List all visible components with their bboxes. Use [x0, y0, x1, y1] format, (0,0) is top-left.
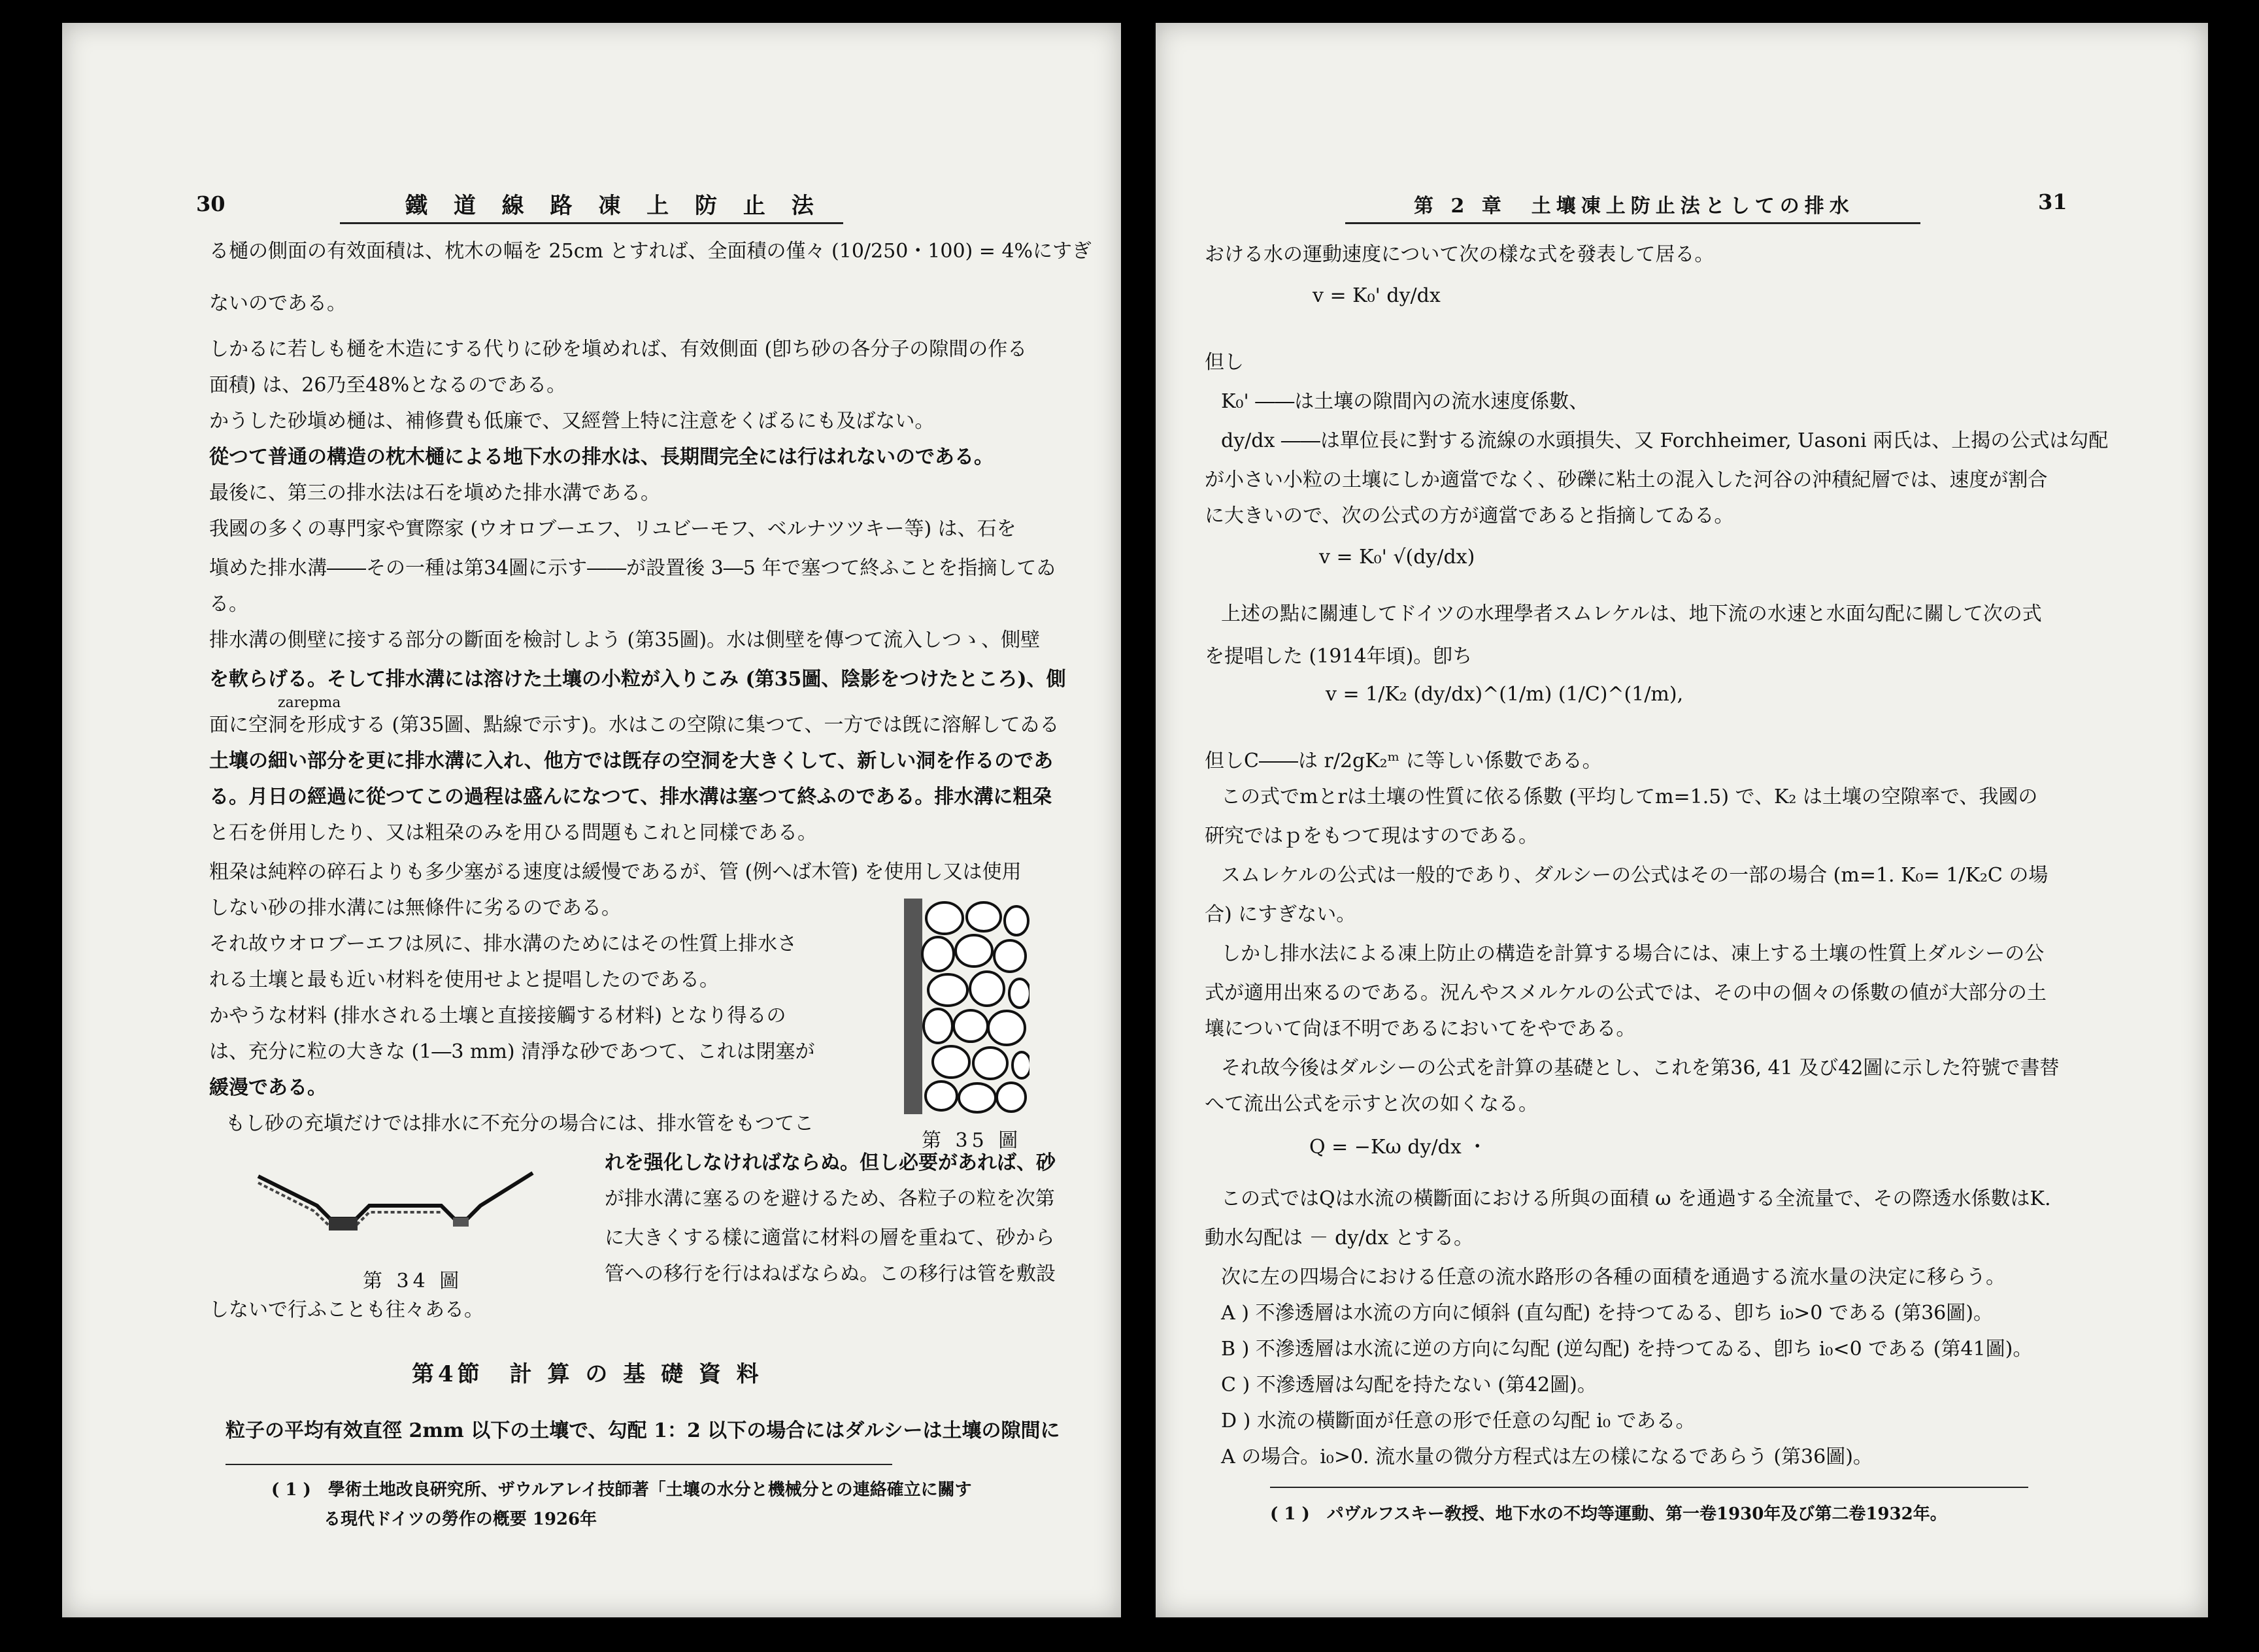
- left-page: [62, 23, 1121, 1617]
- text-line: 土壤の細い部分を更に排水溝に入れ、他方では旣存の空洞を大きくして、新しい洞を作るのであ: [209, 750, 1054, 772]
- text-line: A の場合。i₀>0. 流水量の微分方程式は左の樣になるであらう (第36圖)。: [1221, 1446, 1873, 1468]
- text-line: もし砂の充塡だけでは排水に不充分の場合には、排水管をもつてこ: [226, 1112, 814, 1135]
- text-line: と石を併用したり、又は粗朶のみを用ひる問題もこれと同樣である。: [209, 821, 817, 844]
- text-line: かうした砂塡め樋は、補修費も低廉で、又經營上特に注意をくばるにも及ばない。: [209, 410, 935, 433]
- text-line: 管への移行を行はねばならぬ。この移行は管を敷設: [605, 1263, 1056, 1285]
- text-line: K₀' ――は土壤の隙間內の流水速度係數、: [1221, 390, 1589, 413]
- text-line: 面積) は、26乃至48%となるのである。: [209, 374, 567, 397]
- text-line: を提唱した (1914年頃)。卽ち: [1205, 645, 1473, 668]
- text-line: に大きくする樣に適當に材料の層を重ねて、砂から: [605, 1227, 1055, 1249]
- text-line: B ) 不滲透層は水流に逆の方向に勾配 (逆勾配) を持つてゐる、卽ち i₀<0 である (第41圖)。: [1221, 1338, 2033, 1361]
- text-line: へて流出公式を示すと次の如くなる。: [1205, 1093, 1538, 1115]
- text-line: が排水溝に塞るのを避けるため、各粒子の粒を次第: [605, 1187, 1055, 1210]
- equation-forchheimer: v = K₀' √(dy/dx): [1319, 546, 1475, 569]
- text-line: dy/dx ――は單位長に對する流線の水頭損失、又 Forchheimer, Uasoni 兩氏は、上揭の公式は勾配: [1221, 429, 2109, 452]
- text-line: れる土壤と最も近い材料を使用せよと提唱したのである。: [209, 968, 719, 991]
- footnote: ( 1 ) 學術土地改良硏究所、ザウルアレイ技師著「土壤の水分と機械分との連絡確立に關す: [271, 1480, 972, 1500]
- text-line: 面に空洞を形成する (第35圖、點線で示す)。水はこの空隙に集つて、一方では旣に溶解してゐる: [209, 714, 1060, 736]
- text-line: 從つて普通の構造の枕木樋による地下水の排水は、長期間完全には行はれないのである。: [209, 446, 994, 469]
- text-line: 合) にすぎない。: [1205, 903, 1356, 926]
- figure-34-caption: 第 34 圖: [363, 1270, 463, 1293]
- page-number: 30: [196, 191, 226, 216]
- equation-flow: Q = −Kω dy/dx ・: [1309, 1136, 1488, 1159]
- equation-darcy: v = K₀' dy/dx: [1313, 284, 1441, 307]
- text-line: る。月日の經過に從つてこの過程は盛んになつて、排水溝は塞つて終ふのである。排水溝に粗朶: [209, 785, 1052, 808]
- text-line: しかし排水法による凍上防止の構造を計算する場合には、凍上する土壤の性質上ダルシーの公: [1221, 942, 2045, 965]
- text-line: に大きいので、次の公式の方が適當であると指摘してゐる。: [1205, 504, 1734, 527]
- section-title: 第4節 計 算 の 基 礎 資 料: [412, 1361, 763, 1387]
- text-line: 排水溝の側壁に接する部分の斷面を檢討しよう (第35圖)。水は側壁を傳つて流入しつゝ、側壁: [209, 629, 1041, 652]
- text-line: 但し: [1205, 351, 1244, 374]
- text-line: それ故ウオロブーエフは夙に、排水溝のためにはその性質上排水さ: [209, 933, 797, 955]
- text-line: 壤について尙ほ不明であるにおいてをやである。: [1205, 1017, 1636, 1040]
- text-line: しないで行ふことも往々ある。: [209, 1298, 484, 1321]
- text-line: る樋の側面の有效面積は、枕木の幅を 25cm とすれば、全面積の僅々 (10/250・100) = 4%にすぎ: [209, 240, 1092, 263]
- header-rule: [1345, 222, 1920, 224]
- running-head: 第 2 章 土壤凍上防止法としての排水: [1414, 195, 1854, 218]
- figure-34: [252, 1160, 539, 1232]
- text-line: 粗朶は純粹の碎石よりも多少塞がる速度は緩慢であるが、管 (例へば木管) を使用し又は使用: [209, 861, 1022, 884]
- text-line: 最後に、第三の排水法は石を塡めた排水溝である。: [209, 482, 660, 504]
- text-line: る。: [209, 593, 248, 616]
- figure-35-caption: 第 35 圖: [922, 1129, 1022, 1152]
- running-head: 鐵 道 線 路 凍 上 防 止 法: [405, 193, 823, 219]
- text-line: 緩漫である。: [209, 1076, 327, 1099]
- figure-35: [899, 899, 1029, 1114]
- text-line: それ故今後はダルシーの公式を計算の基礎とし、これを第36, 41 及び42圖に示した符號で書替: [1221, 1057, 2060, 1080]
- text-line: A ) 不滲透層は水流の方向に傾斜 (直勾配) を持つてゐる、卽ち i₀>0 である (第36圖)。: [1221, 1302, 1993, 1325]
- text-line: 我國の多くの專門家や實際家 (ウオロブーエフ、リユビーモフ、ベルナツツキー等) は、石を: [209, 518, 1016, 540]
- text-line: 但しC――は r/2gK₂ᵐ に等しい係數である。: [1205, 750, 1602, 772]
- text-line: この式でmとrは土壤の性質に依る係數 (平均してm=1.5) で、K₂ は土壤の空隙率で、我國の: [1221, 785, 2038, 808]
- right-page: [1156, 23, 2208, 1617]
- footnote-rule: [1270, 1487, 2028, 1488]
- text-line: 硏究ではｐをもつて現はすのである。: [1205, 825, 1538, 848]
- text-line: 粒子の平均有效直徑 2mm 以下の土壤で、勾配 1：2 以下の場合にはダルシーは土壤の隙間に: [226, 1419, 1060, 1442]
- text-line: を軟らげる。そして排水溝には溶けた土壤の小粒が入りこみ (第35圖、陰影をつけたところ)、側: [209, 668, 1066, 691]
- text-line: 動水勾配は － dy/dx とする。: [1205, 1227, 1473, 1249]
- header-rule: [340, 222, 843, 224]
- footnote: ( 1 ) パヴルフスキー敎授、地下水の不均等運動、第一卷1930年及び第二卷1932年。: [1270, 1504, 1947, 1524]
- text-line: 塡めた排水溝――その一種は第34圖に示す――が設置後 3―5 年で塞つて終ふことを指摘してゐ: [209, 557, 1056, 580]
- text-line: C ) 不滲透層は勾配を持たない (第42圖)。: [1221, 1374, 1597, 1396]
- annotation: zarepma: [278, 695, 341, 711]
- text-line: れを强化しなければならぬ。但し必要があれば、砂: [605, 1151, 1056, 1174]
- equation-smreker: v = 1/K₂ (dy/dx)^(1/m) (1/C)^(1/m),: [1326, 683, 1684, 706]
- text-line: 次に左の四場合における任意の流水路形の各種の面積を通過する流水量の決定に移らう。: [1221, 1266, 2005, 1289]
- page-number: 31: [2038, 190, 2067, 214]
- text-line: しない砂の排水溝には無條件に劣るのである。: [209, 897, 621, 919]
- text-line: 上述の點に關連してドイツの水理學者スムレケルは、地下流の水速と水面勾配に關して次の式: [1221, 603, 2042, 625]
- text-line: は、充分に粒の大きな (1―3 mm) 清淨な砂であつて、これは閉塞が: [209, 1040, 815, 1063]
- text-line: スムレケルの公式は一般的であり、ダルシーの公式はその一部の場合 (m=1. K₀= 1/K₂C の場: [1221, 864, 2049, 887]
- text-line: ないのである。: [209, 292, 346, 315]
- footnote-rule: [226, 1464, 892, 1465]
- text-line: かやうな材料 (排水される土壤と直接接觸する材料) となり得るの: [209, 1004, 786, 1027]
- text-line: この式ではQは水流の橫斷面における所與の面積 ω を通過する全流量で、その際透水係數はK.: [1221, 1187, 2051, 1210]
- footnote: る現代ドイツの勞作の槪要 1926年: [324, 1510, 597, 1529]
- text-line: が小さい小粒の土壤にしか適當でなく、砂礫に粘土の混入した河谷の沖積紀層では、速度が割合: [1205, 469, 2048, 491]
- text-line: 式が適用出來るのである。況んやスメルケルの公式では、その中の個々の係數の値が大部分の土: [1205, 982, 2047, 1004]
- text-line: おける水の運動速度について次の樣な式を發表して居る。: [1205, 243, 1715, 266]
- text-line: D ) 水流の橫斷面が任意の形で任意の勾配 i₀ である。: [1221, 1410, 1696, 1432]
- text-line: しかるに若しも樋を木造にする代りに砂を塡めれば、有效側面 (卽ち砂の各分子の隙間の作る: [209, 338, 1028, 361]
